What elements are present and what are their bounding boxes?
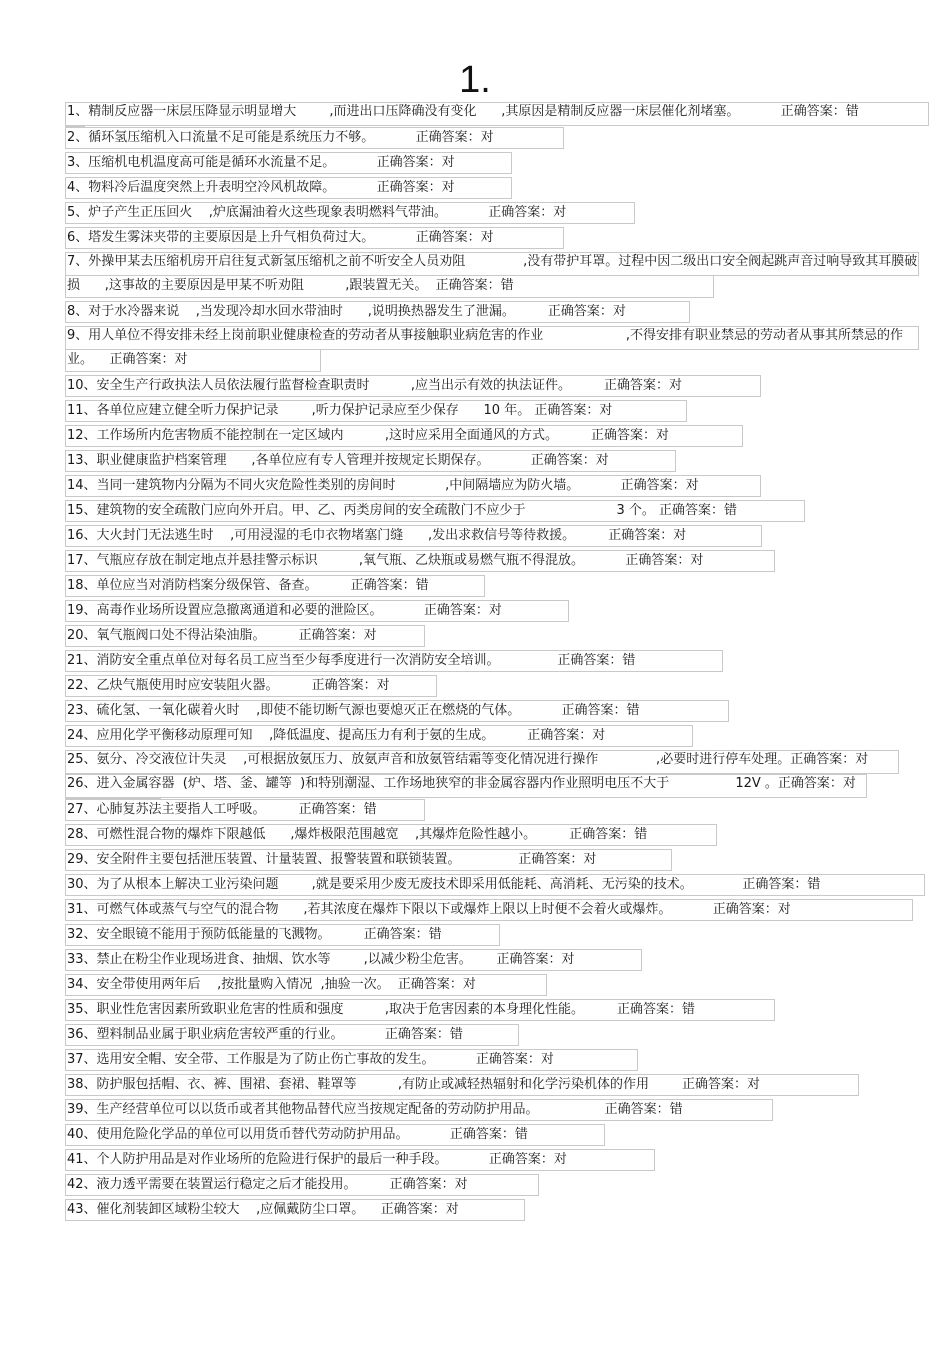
question-text: 42、液力透平需要在装置运行稳定之后才能投用。 正确答案：对 <box>67 1176 468 1192</box>
question-text: 10、安全生产行政执法人员依法履行监督检查职责时 ,应当出示有效的执法证件。 正确答案：对 <box>67 377 683 393</box>
question-text: 14、当同一建筑物内分隔为不同火灾危险性类别的房间时 ,中间隔墙应为防火墙。 正确答案：对 <box>67 477 699 493</box>
question-item <box>67 548 929 573</box>
question-text: 1、精制反应器一床层压降显示明显增大 ,而进出口压降确没有变化 ,其原因是精制反应器一床层催化剂堵塞。 正确答案：错 <box>67 104 859 119</box>
question-text: 28、可燃性混合物的爆炸下限越低 ,爆炸极限范围越宽 ,其爆炸危险性越小。 正确答案：错 <box>67 826 648 842</box>
question-text: 25、氨分、冷交液位计失灵 ,可根据放氨压力、放氨声音和放氨管结霜等变化情况进行操作 ,必要时进行停车处理。正确答案：对 <box>67 751 869 767</box>
question-item <box>67 648 929 673</box>
question-item <box>67 1097 929 1122</box>
question-item <box>67 324 929 373</box>
question-text: 11、各单位应建立健全听力保护记录 ,听力保护记录应至少保存 10 年。 正确答案：对 <box>67 402 613 418</box>
question-item <box>67 373 929 398</box>
question-item <box>67 573 929 598</box>
question-item <box>67 822 929 847</box>
question-item <box>67 1122 929 1147</box>
question-text: 24、应用化学平衡移动原理可知 ,降低温度、提高压力有利于氨的生成。 正确答案：对 <box>67 727 606 743</box>
question-item <box>67 225 929 250</box>
question-item <box>67 150 929 175</box>
question-text: 12、工作场所内危害物质不能控制在一定区域内 ,这时应采用全面通风的方式。 正确答案：对 <box>67 427 670 443</box>
question-item <box>67 947 929 972</box>
question-text: 6、塔发生雾沫夹带的主要原因是上升气相负荷过大。 正确答案：对 <box>67 229 494 245</box>
question-text: 33、禁止在粉尘作业现场进食、抽烟、饮水等 ,以减少粉尘危害。 正确答案：对 <box>67 951 575 967</box>
question-text: 32、安全眼镜不能用于预防低能量的飞溅物。 正确答案：错 <box>67 926 442 942</box>
question-text: 20、氧气瓶阀口处不得沾染油脂。 正确答案：对 <box>67 627 377 643</box>
question-item <box>67 1147 929 1172</box>
question-item <box>67 423 929 448</box>
question-text: 43、催化剂装卸区域粉尘较大 ,应佩戴防尘口罩。 正确答案：对 <box>67 1201 459 1217</box>
question-item <box>67 1047 929 1072</box>
question-text: 31、可燃气体或蒸气与空气的混合物 ,若其浓度在爆炸下限以下或爆炸上限以上时便不会着火或爆炸。 正确答案：对 <box>67 901 791 917</box>
question-text: 26、进入金属容器 (炉、塔、釜、罐等 )和特别潮湿、工作场地狭窄的非金属容器内作业照明电压不大于 12V 。正确答案：对 <box>67 776 856 791</box>
question-item <box>67 673 929 698</box>
question-item <box>67 523 929 548</box>
question-text: 34、安全带使用两年后 ,按批量购入情况 ,抽验一次。 正确答案：对 <box>67 976 476 992</box>
question-item <box>67 598 929 623</box>
question-item <box>67 723 929 748</box>
question-item <box>67 698 929 723</box>
question-item <box>67 125 929 150</box>
question-text: 30、为了从根本上解决工业污染问题 ,就是要采用少废无废技术即采用低能耗、高消耗、无污染的技术。 正确答案：错 <box>67 876 821 892</box>
question-text: 35、职业性危害因素所致职业危害的性质和强度 ,取决于危害因素的本身理化性能。 正确答案：错 <box>67 1001 696 1017</box>
question-item <box>67 473 929 498</box>
question-text: 15、建筑物的安全疏散门应向外开启。甲、乙、丙类房间的安全疏散门不应少于 3 个。 正确答案：错 <box>67 502 737 518</box>
question-item <box>67 997 929 1022</box>
question-text: 19、高毒作业场所设置应急撤离通道和必要的泄险区。 正确答案：对 <box>67 602 502 618</box>
question-text: 23、硫化氢、一氧化碳着火时 ,即使不能切断气源也要熄灭正在燃烧的气体。 正确答案：错 <box>67 702 640 718</box>
question-item <box>67 1022 929 1047</box>
question-item <box>67 922 929 947</box>
question-item <box>67 448 929 473</box>
question-item <box>67 972 929 997</box>
question-text: 2、循环氢压缩机入口流量不足可能是系统压力不够。 正确答案：对 <box>67 129 494 145</box>
question-item <box>67 100 929 125</box>
question-text: 5、炉子产生正压回火 ,炉底漏油着火这些现象表明燃料气带油。 正确答案：对 <box>67 204 567 220</box>
question-text: 29、安全附件主要包括泄压装置、计量装置、报警装置和联锁装置。 正确答案：对 <box>67 851 597 867</box>
question-text: 41、个人防护用品是对作业场所的危险进行保护的最后一种手段。 正确答案：对 <box>67 1151 567 1167</box>
question-text: 13、职业健康监护档案管理 ,各单位应有专人管理并按规定长期保存。 正确答案：对 <box>67 452 609 468</box>
question-text: 27、心肺复苏法主要指人工呼吸。 正确答案：错 <box>67 801 377 817</box>
question-item <box>67 772 929 797</box>
question-item <box>67 797 929 822</box>
question-item <box>67 498 929 523</box>
question-item <box>67 250 929 299</box>
question-text: 4、物料冷后温度突然上升表明空冷风机故障。 正确答案：对 <box>67 179 455 195</box>
question-item <box>67 872 929 897</box>
question-text: 7、外操甲某去压缩机房开启往复式新氢压缩机之前不听安全人员劝阻 ,没有带护耳罩。过程中因二级出口安全阀起跳声音过响导致其耳膜破损 ,这事故的主要原因是甲某不听劝阻 ,跟装置无关。 正确答案：错 <box>67 253 918 293</box>
question-item <box>67 1072 929 1097</box>
question-list <box>67 100 929 1222</box>
question-text: 9、用人单位不得安排未经上岗前职业健康检查的劳动者从事接触职业病危害的作业 ,不得安排有职业禁忌的劳动者从事其所禁忌的作业。 正确答案：对 <box>67 327 904 367</box>
question-text: 21、消防安全重点单位对每名员工应当至少每季度进行一次消防安全培训。 正确答案：错 <box>67 652 636 668</box>
question-text: 18、单位应当对消防档案分级保管、备查。 正确答案：错 <box>67 577 429 593</box>
question-item <box>67 847 929 872</box>
page-title: 1. <box>459 59 491 101</box>
question-text: 22、乙炔气瓶使用时应安装阻火器。 正确答案：对 <box>67 677 390 693</box>
question-text: 17、气瓶应存放在制定地点并悬挂警示标识 ,氧气瓶、乙炔瓶或易燃气瓶不得混放。 正确答案：对 <box>67 552 704 568</box>
question-text: 38、防护服包括帽、衣、裤、围裙、套裙、鞋罩等 ,有防止或减轻热辐射和化学污染机体的作用 正确答案：对 <box>67 1076 761 1092</box>
question-item <box>67 1172 929 1197</box>
question-item <box>67 398 929 423</box>
question-item <box>67 175 929 200</box>
question-text: 8、对于水冷器来说 ,当发现冷却水回水带油时 ,说明换热器发生了泄漏。 正确答案：对 <box>67 303 626 319</box>
question-text: 16、大火封门无法逃生时 ,可用浸湿的毛巾衣物堵塞门缝 ,发出求救信号等待救援。 正确答案：对 <box>67 527 687 543</box>
question-item <box>67 897 929 922</box>
question-text: 36、塑料制品业属于职业病危害较严重的行业。 正确答案：错 <box>67 1026 463 1042</box>
question-item <box>67 200 929 225</box>
question-item <box>67 1197 929 1222</box>
question-item <box>67 299 929 324</box>
question-item <box>67 623 929 648</box>
question-text: 39、生产经营单位可以以货币或者其他物品替代应当按规定配备的劳动防护用品。 正确答案：错 <box>67 1101 683 1117</box>
question-text: 40、使用危险化学品的单位可以用货币替代劳动防护用品。 正确答案：错 <box>67 1126 528 1142</box>
question-text: 37、选用安全帽、安全带、工作服是为了防止伤亡事故的发生。 正确答案：对 <box>67 1051 554 1067</box>
question-item <box>67 748 929 773</box>
question-text: 3、压缩机电机温度高可能是循环水流量不足。 正确答案：对 <box>67 154 455 170</box>
